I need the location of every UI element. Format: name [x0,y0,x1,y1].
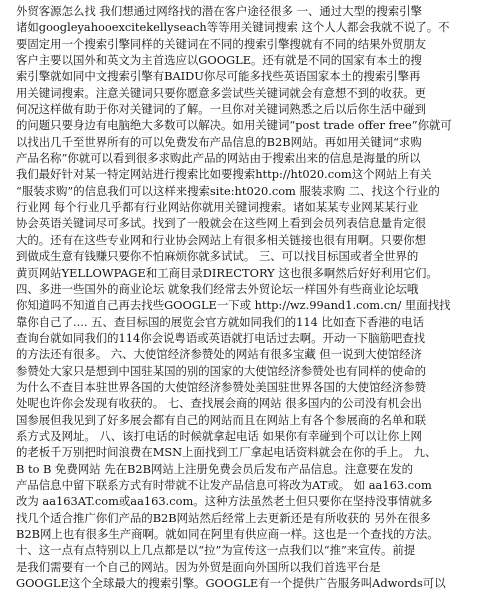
text-line: 行业网 每个行业几乎都有行业网站你就用关键词搜索。诸如某某专业网某某行业 [16,200,419,215]
text-line: B2B网上也有很多生产商啊。就如同在阿里有供应商一样。这也是一个查找的方法。 [16,527,439,541]
text-line: 索引擎就如同中文搜索引擎有BAIDU你尽可能多找些英语国家本土的搜索引擎再 [16,69,421,84]
text-line: 以找出几千至世界所有的可以免费发布产品信息的B2B网站。再如用关键词“求购 [16,134,422,149]
text-line: 用关键词搜索。注意关键词只要你愿意多尝试些关键词就会有意想不到的收获。更 [16,85,427,100]
text-line: 为什么不查目本驻世界各国的大使馆经济参赞处美国驻世界各国的大使馆经济参赞 [16,379,427,394]
text-line: 靠你自己了.... 五、查目标国的展览会官方就如同我们的114 比如查下香港的电话 [16,314,424,329]
text-line: 诸如googleyahooexcitekellyseach等等用关键词搜索 这个人人都会我就不说了。不 [16,20,450,35]
text-line: 的方法还有很多。 六、大使馆经济参赞处的网站有很多宝藏 但一说到大使馆经济 [16,347,422,362]
text-line: 外贸客源怎么找 我们想通过网络找的潜在客户途径很多 一、通过大型的搜索引擎 [16,4,422,18]
text-line: 找几个适合推广你们产品的B2B网站然后经常上去更新还是有所收获的 另外在很多 [16,510,431,525]
text-line: 是我们需要有一个自己的网站。因为外贸是面向外国所以我们首选平台是 [16,559,381,574]
text-line: 的老板千万别把时间浪费在MSN上面找到工厂拿起电话资料就会在你的手上。 九、 [16,445,437,460]
text-line: 改为 aa163AT.com或aa163.com。这种方法虽然老土但只要你在坚持没事情就多 [16,494,433,509]
text-line: 我们最好针对某一特定网站进行搜索比如要搜索http://ht020.com这个网站上有关 [16,167,432,182]
text-line: 四、多进一些国外的商业论坛 就象我们经常去外贸论坛一样国外有些商业论坛哦 [16,281,419,296]
text-line: 到做成生意有钱赚只要你不怕麻烦你就多试试。 三、可以找目标国或者全世界的 [16,249,419,264]
text-line: 处呢也许你会发现有收获的。 七、查找展会商的网站 很多国内的公司没有机会出 [16,396,422,411]
text-line: “服装求购”的信息我们可以这样来搜索site:ht020.com 服装求购 二、找这个行业的 [16,183,440,198]
text-line: B to B 免费网站 先在B2B网站上注册免费会员后发布产品信息。注意要在发的 [16,461,413,476]
text-line: 参赞处大家只是想到中国驻某国的别的国家的大使馆经济参赞处也有同样的使命的 [16,363,427,378]
text-line: 十、这一点有点特别以上几点都是以“拉”为宣传这一点我们以“推”来宣传。前提 [16,543,416,558]
text-line: 国参展但我见到了好多展会都有自己的网站而且在网站上有各个参展商的名单和联 [16,412,427,427]
text-line: 客户主要以国外和英文为主首选应以GOOGLE。还有就是不同的国家有本土的搜 [16,53,422,68]
text-line: 协会英语关键词尽可多试。找到了一般就会在这些网上看到会员列表信息量肯定很 [16,216,427,231]
text-line: 要固定用一个搜索引擎同样的关键词在不同的搜索引擎搜就有不同的结果外贸朋友 [16,36,427,51]
text-line: 系方式及网址。 八、该打电话的时候就拿起电话 如果你有幸碰到个可以让你上网 [16,428,422,443]
text-line: 产品信息中留下联系方式有时带就不让发产品信息可将改为AT或。 如 aa163.com [16,477,432,492]
text-line: 产品名称”你就可以看到很多求购此产品的网站由于搜索出来的信息是海量的所以 [16,151,421,166]
text-line: 的问题只要身边有电脑绝大多数可以解决。如用关键词“post trade offer free”你就可 [16,118,452,133]
text-line: 黄页网站YELLOWPAGE和工商目录DIRECTORY 这也很多啊然后好好利用它们。 [16,265,438,280]
text-line: 查询台就如同我们的114你会说粤语或英语就打电话过去啊。开动一下脑筋吧查找 [16,330,426,345]
text-line: 何况这样做有助于你对关键词的了解。一旦你对关键词熟悉之后以后你生活中碰到 [16,102,427,117]
text-line: 大的。还有在这些专业网和行业协会网站上有很多相关链接也很有用啊。只要你想 [16,232,427,247]
text-line: 你知道吗不知道自己再去找些GOOGLE一下或 http://wz.99and1.com.cn/ 里面找找 [16,298,451,313]
document-body [16,0,490,591]
text-line: GOOGLE这个全球最大的搜索引擎。GOOGLE有一个提供广告服务叫Adwords可以 [16,576,446,591]
